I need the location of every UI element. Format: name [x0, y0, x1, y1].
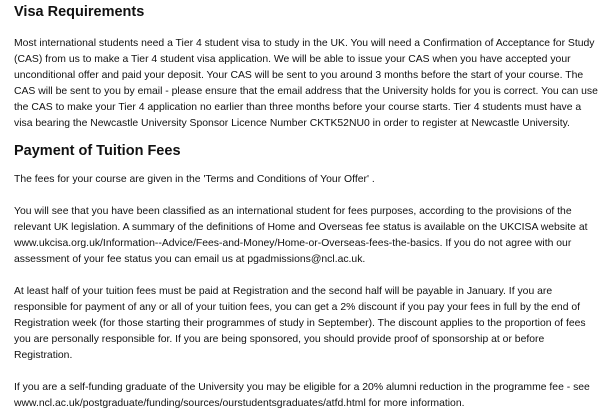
classification-line: You will see that you have been classified as an international student for fees purposes, according to the provisions of the	[14, 206, 572, 217]
payment-line: you are personally responsible for. If you are being sponsored, you should provide proof of sponsorship at or before	[14, 334, 545, 345]
fees-intro-line: The fees for your course are given in the 'Terms and Conditions of Your Offer' .	[14, 174, 375, 185]
payment-line: Registration week (for those starting their programmes of study in September). The discount applies to the proportion of fees	[14, 318, 586, 329]
visa-line: Most international students need a Tier 4 student visa to study in the UK. You will need a Confirmation of Acceptance for Study	[14, 38, 595, 49]
alumni-line: www.ncl.ac.uk/postgraduate/funding/sources/ourstudentsgraduates/atfd.html for more information.	[14, 398, 465, 409]
tuition-fees-heading: Payment of Tuition Fees	[14, 143, 181, 159]
classification-line: relevant UK legislation. A summary of the definitions of Home and Overseas fee status is available on the UKCISA website at	[14, 222, 588, 233]
fee-classification-paragraph	[14, 204, 594, 268]
visa-paragraph	[14, 36, 598, 132]
visa-line: visa bearing the Newcastle University Sponsor Licence Number CKTK52NU0 in order to register at Newcastle University.	[14, 118, 570, 129]
alumni-reduction-paragraph	[14, 380, 594, 412]
fees-intro-paragraph	[14, 172, 594, 188]
document-page	[14, 0, 598, 412]
classification-line: assessment of your fee status you can email us at pgadmissions@ncl.ac.uk.	[14, 254, 366, 265]
visa-line: (CAS) from us to make a Tier 4 student visa application. We will be able to issue your CAS when you have accepted your	[14, 54, 571, 65]
fee-payment-paragraph	[14, 284, 594, 364]
visa-requirements-heading: Visa Requirements	[14, 4, 145, 20]
visa-line: the CAS to make your Tier 4 application no earlier than three months before your course starts. Tier 4 students must have a	[14, 102, 582, 113]
visa-line: unconditional offer and paid your deposit. Your CAS will be sent to you around 3 months before the start of your course. The	[14, 70, 584, 81]
payment-line: responsible for payment of any or all of your tuition fees, you can get a 2% discount if you pay your fees in full by the end of	[14, 302, 581, 313]
visa-line: CAS will be sent to you by email - please ensure that the email address that the University holds for you is correct. You can use	[14, 86, 598, 97]
classification-line: www.ukcisa.org.uk/Information--Advice/Fees-and-Money/Home-or-Overseas-fees-the-basics. If you do not agree with our	[14, 238, 572, 249]
payment-line: Registration.	[14, 350, 73, 361]
alumni-line: If you are a self-funding graduate of the University you may be eligible for a 20% alumni reduction in the programme fee - see	[14, 382, 590, 393]
payment-line: At least half of your tuition fees must be paid at Registration and the second half will be payable in January. If you are	[14, 286, 553, 297]
